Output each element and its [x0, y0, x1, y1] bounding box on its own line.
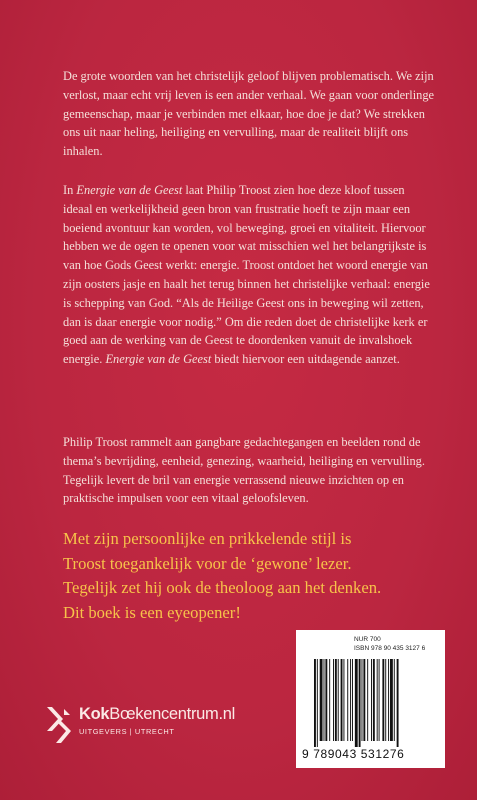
publisher-name-suffix: .nl: [218, 705, 235, 723]
isbn-number: ISBN 978 90 435 3127 6: [354, 645, 426, 652]
barcode-bar: [347, 659, 348, 741]
barcode-bar: [397, 659, 399, 747]
barcode-bar: [359, 659, 361, 747]
nur-code: NUR 700: [354, 636, 381, 643]
blurb-paragraph-2: [63, 181, 437, 369]
barcode-bar: [329, 659, 330, 741]
barcode-bar: [338, 659, 339, 741]
barcode-bar: [385, 659, 386, 741]
barcode-bar: [363, 659, 365, 741]
barcode-bar: [333, 659, 334, 741]
barcode-bar: [377, 659, 378, 741]
barcode-bar: [367, 659, 368, 741]
barcode-bar: [320, 659, 323, 741]
blurb-paragraph-1: [63, 67, 437, 161]
barcode-bar: [343, 659, 344, 741]
quote-line: Met zijn persoonlijke en prikkelende stijl is: [63, 529, 352, 548]
barcode-bar: [390, 659, 393, 741]
barcode-bar: [325, 659, 327, 741]
quote-line: Dit boek is een eyeopener!: [63, 602, 241, 622]
highlight-quote: [63, 527, 443, 625]
barcode-bar: [362, 659, 363, 741]
blurb-paragraph-1-text: De grote woorden van het christelijk geloof blijven problematisch. We zijn verlost, maar echt vrij leven is een ander verhaal. We gaan voor onderlinge gemeenschap, maar je verbinden met elkaar, hoe doe je dat? We strekken ons uit naar heling, heiliging en vervulling, maar de realiteit blijft ons inhalen.: [63, 69, 435, 159]
barcode-bar: [324, 659, 325, 741]
publisher-name-rest: Bœkencentrum: [109, 705, 219, 723]
barcode-bar: [341, 659, 343, 741]
blurb-paragraph-2-text: [63, 181, 437, 369]
publisher-name: [79, 705, 235, 724]
barcode-bar: [317, 659, 318, 747]
barcode-bar: [335, 659, 337, 741]
barcode-bar: [314, 659, 316, 747]
blurb-paragraph-3: [63, 433, 437, 508]
kok-boekencentrum-logo-icon: [44, 703, 74, 747]
barcode-digits: 9 789043 531276: [302, 747, 405, 761]
paragraph-2-middle: laat Philip Troost zien hoe deze kloof tussen ideaal en werkelijkheid geen bron van frustratie hoeft te zijn maar een boeiend avontuur kan worden, vol beweging, groei en vitaliteit. Hiervoor hebben we de ogen te openen voor wat misschien wel het belangrijkste is van hoe Gods Geest werkt: energie. Troost ontdoet het woord energie van zijn oosters jasje en haalt het terug binnen het christelijke verhaal: energie is schepping van God. “Als de Heilige Geest ons in beweging wil zetten, dan is daar energie voor nodig.” Om die reden doet de christelijke kerk er goed aan de werking van de Geest te doordenken vanuit de invalshoek energie.: [63, 183, 430, 367]
barcode-bar: [350, 659, 351, 741]
barcode-bar: [371, 659, 372, 741]
barcode-panel: [296, 630, 445, 768]
blurb-paragraph-3-text: Philip Troost rammelt aan gangbare gedachtegangen en beelden rond de thema’s bevrijding, eenheid, genezing, waarheid, heiliging en vervulling. Tegelijk levert de bril van energie verrassend nieuwe inzichten op en praktische impulsen voor een vitaal geloofsleven.: [63, 435, 425, 506]
paragraph-2-end: biedt hiervoor een uitdagende aanzet.: [211, 352, 400, 367]
barcode-bar: [388, 659, 389, 741]
quote-line: Tegelijk zet hij ook de theoloog aan het denken.: [63, 578, 382, 597]
paragraph-2-lead: In: [63, 183, 77, 197]
barcode-bar: [373, 659, 375, 741]
barcode-bar: [382, 659, 384, 741]
publisher-subtitle: UITGEVERS | UTRECHT: [79, 727, 175, 736]
barcode-bar: [352, 659, 353, 741]
barcode-bar: [394, 659, 395, 741]
book-title-italic: Energie van de Geest: [76, 183, 183, 197]
publisher-name-bold: Kok: [79, 705, 110, 723]
barcode-bar: [355, 659, 358, 747]
book-title-italic-2: Energie van de Geest: [105, 352, 212, 367]
barcode-bars: [312, 659, 432, 747]
publisher-logo: [44, 703, 284, 747]
barcode-bar: [379, 659, 380, 741]
quote-line: Troost toegankelijk voor de ‘gewone’ lezer.: [63, 553, 352, 573]
